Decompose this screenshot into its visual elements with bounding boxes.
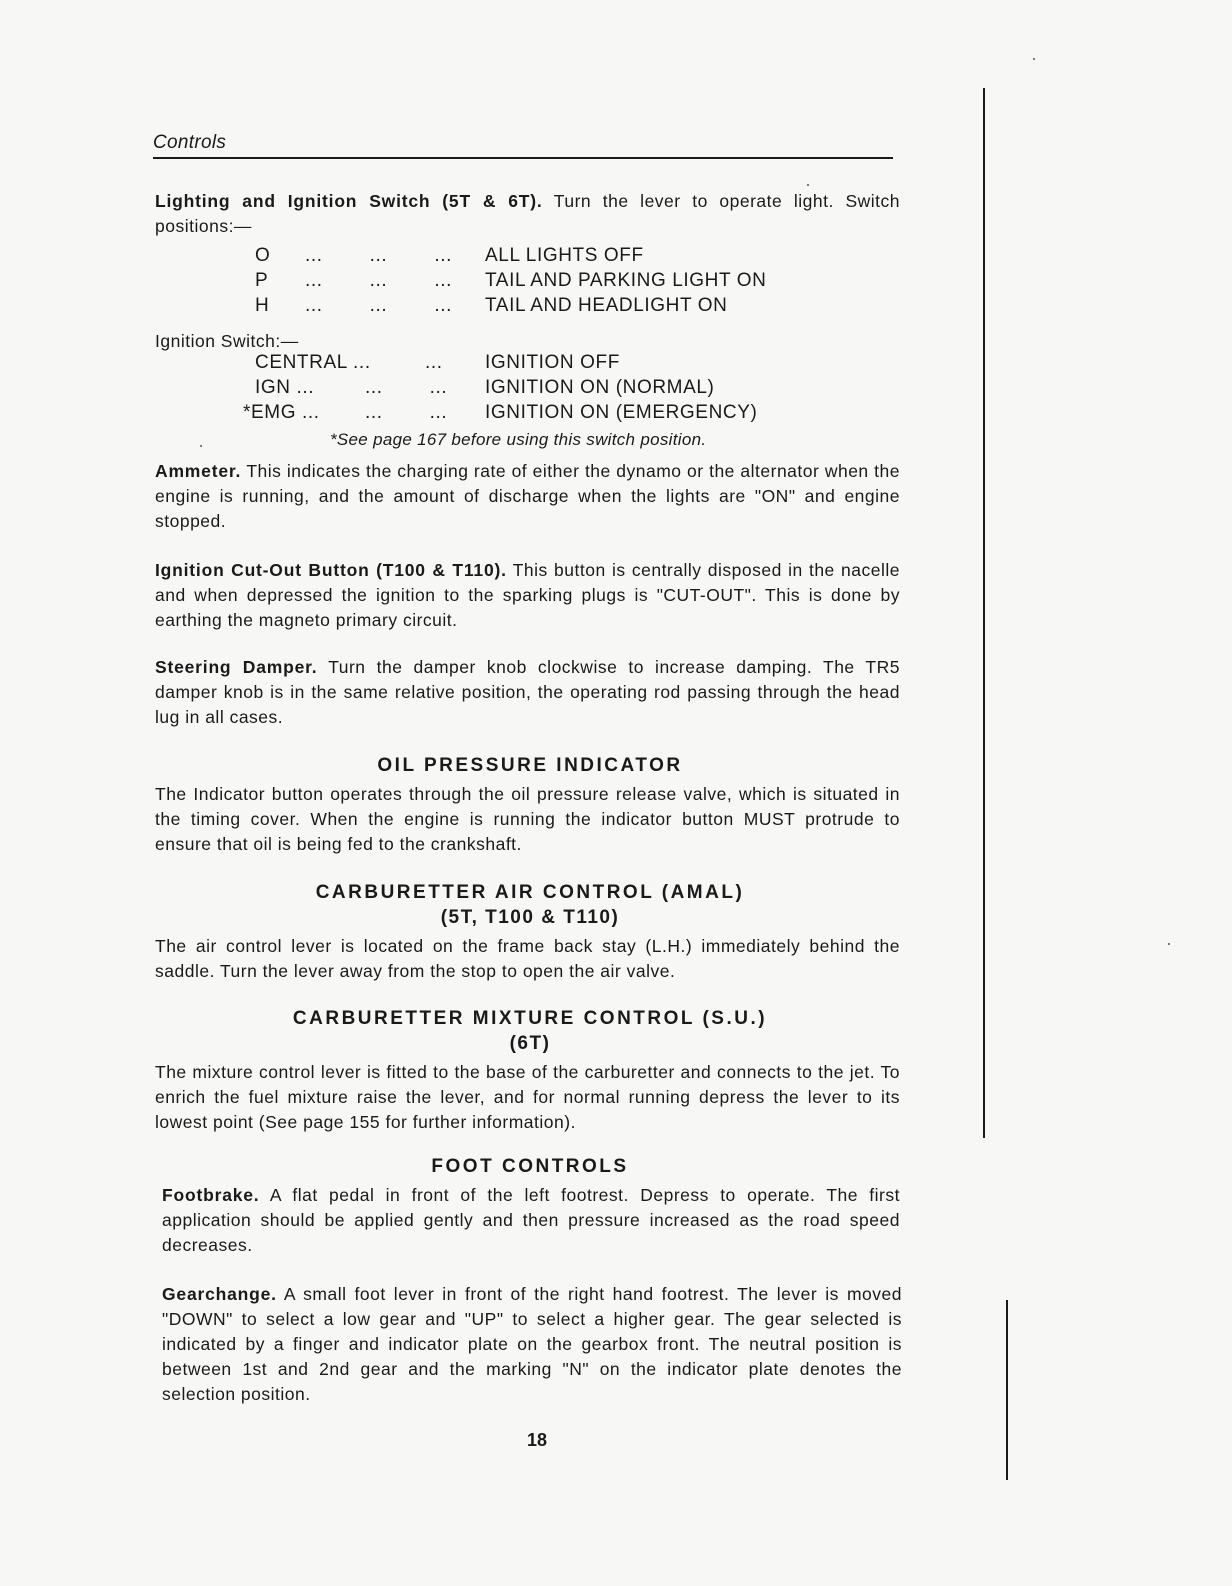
steering-text: Turn the damper knob clockwise to increase damping. The TR5 damper knob is in the same relative position, the operating rod passing through the head lug in all cases.	[155, 657, 900, 727]
cutout-title: Ignition Cut-Out Button (T100 & T110).	[155, 560, 507, 580]
oil-pressure-text: The Indicator button operates through the oil pressure release valve, which is situated in the timing cover. When the engine is running the indicator button MUST protrude to ensure that oil is being fed to the crankshaft.	[155, 784, 900, 854]
mixture-control-heading: CARBURETTER MIXTURE CONTROL (S.U.)	[292, 1008, 768, 1029]
switch-position-key: H	[255, 295, 270, 316]
switch-position-row	[255, 295, 855, 320]
scan-speck	[1168, 943, 1170, 945]
ammeter-paragraph	[155, 459, 900, 534]
switch-position-desc: TAIL AND PARKING LIGHT ON	[485, 270, 767, 291]
switch-position-desc: ALL LIGHTS OFF	[485, 245, 644, 266]
ignition-position-key: IGN ...	[255, 377, 315, 398]
switch-position-leader: ... ... ...	[305, 245, 452, 266]
page-number: 18	[527, 1430, 548, 1450]
ignition-position-desc: IGNITION OFF	[485, 352, 620, 373]
ignition-position-key: CENTRAL ...	[255, 352, 371, 373]
ignition-position-key: *EMG ...	[243, 402, 320, 423]
gearchange-title: Gearchange.	[162, 1284, 277, 1304]
switch-position-row	[255, 270, 855, 295]
air-control-text: The air control lever is located on the frame back stay (L.H.) immediately behind the saddle. Turn the lever away from the stop to open the air valve.	[155, 936, 900, 981]
mixture-control-subheading: (6T)	[509, 1033, 551, 1054]
lighting-switch-title: Lighting and Ignition Switch (5T & 6T).	[155, 191, 543, 211]
ammeter-text: This indicates the charging rate of either the dynamo or the alternator when the engine is running, and the amount of discharge when the lights are "ON" and engine stopped.	[155, 461, 900, 531]
margin-line-lower	[1006, 1300, 1008, 1480]
switch-position-key: P	[255, 270, 269, 291]
ammeter-title: Ammeter.	[155, 461, 242, 481]
steering-paragraph	[155, 655, 900, 730]
running-header: Controls	[153, 132, 227, 153]
lighting-switch-paragraph	[155, 189, 900, 239]
ignition-position-desc: IGNITION ON (NORMAL)	[485, 377, 715, 398]
emergency-footnote: *See page 167 before using this switch position.	[330, 430, 707, 449]
switch-position-leader: ... ... ...	[305, 270, 452, 291]
switch-position-key: O	[255, 245, 271, 266]
cutout-paragraph	[155, 558, 900, 633]
gearchange-paragraph	[162, 1282, 902, 1407]
scan-speck	[1033, 58, 1035, 60]
air-control-subheading: (5T, T100 & T110)	[440, 907, 620, 928]
ignition-position-leader: ...	[425, 352, 443, 373]
gearchange-text: A small foot lever in front of the right hand footrest. The lever is moved "DOWN" to select a low gear and "UP" to select a higher gear. The gear selected is indicated by a finger and indicator plate on the gearbox front. The neutral position is between 1st and 2nd gear and the marking "N" on the indicator plate denotes the selection position.	[162, 1284, 902, 1404]
mixture-control-text: The mixture control lever is fitted to the base of the carburetter and connects to the jet. To enrich the fuel mixture raise the lever, and for normal running depress the lever to its lowest point (See page 155 for further information).	[155, 1062, 900, 1132]
switch-position-desc: TAIL AND HEADLIGHT ON	[485, 295, 728, 316]
ignition-position-row	[255, 352, 855, 377]
switch-position-row	[255, 245, 855, 270]
ignition-switch-label: Ignition Switch:—	[155, 331, 299, 351]
foot-controls-heading: FOOT CONTROLS	[431, 1156, 629, 1177]
ignition-position-row	[243, 402, 855, 427]
ignition-position-leader: ... ...	[365, 377, 448, 398]
ignition-position-leader: ... ...	[365, 402, 448, 423]
ignition-position-row	[255, 377, 855, 402]
cutout-text: This button is centrally disposed in the nacelle and when depressed the ignition to the sparking plugs is "CUT-OUT". This is done by earthing the magneto primary circuit.	[155, 560, 900, 630]
oil-pressure-heading: OIL PRESSURE INDICATOR	[377, 755, 683, 776]
scan-speck	[200, 445, 202, 447]
switch-position-leader: ... ... ...	[305, 295, 452, 316]
scan-speck	[807, 184, 809, 186]
footbrake-text: A flat pedal in front of the left footrest. Depress to operate. The first application should be applied gently and then pressure increased as the road speed decreases.	[162, 1185, 900, 1255]
footbrake-title: Footbrake.	[162, 1185, 260, 1205]
header-rule	[153, 157, 893, 159]
footbrake-paragraph	[162, 1183, 900, 1258]
ignition-position-desc: IGNITION ON (EMERGENCY)	[485, 402, 758, 423]
lighting-switch-intro: Turn the lever to operate light. Switch positions:—	[155, 191, 900, 236]
steering-title: Steering Damper.	[155, 657, 318, 677]
air-control-heading: CARBURETTER AIR CONTROL (AMAL)	[315, 882, 745, 903]
margin-line-upper	[983, 88, 985, 1138]
